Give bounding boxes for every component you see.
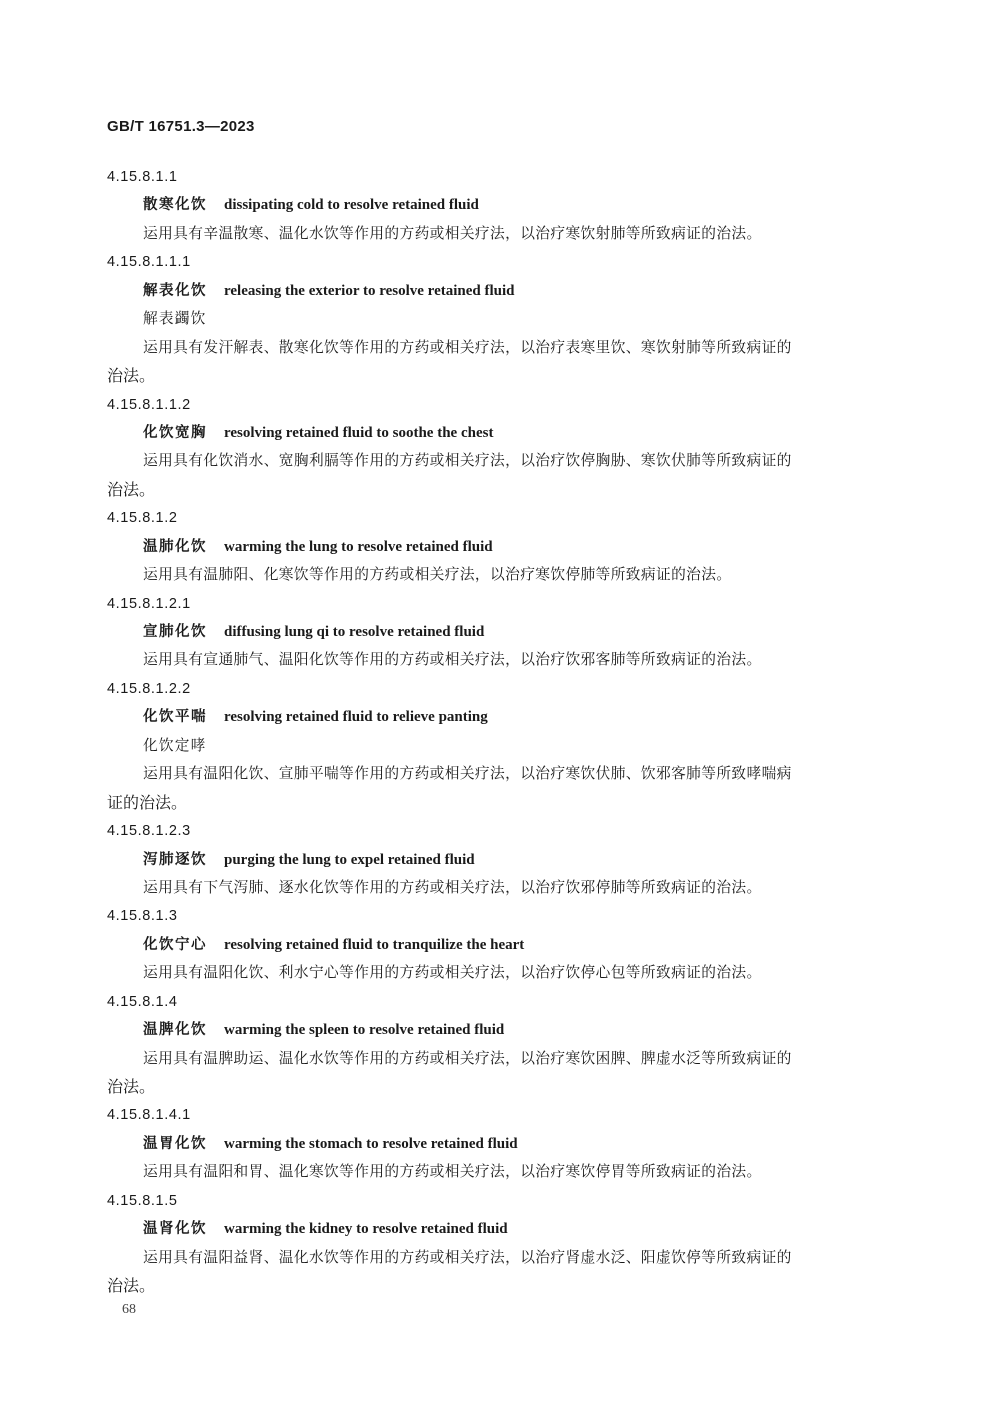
definition-continuation: 治法。 bbox=[107, 1077, 156, 1096]
clause-number: 4.15.8.1.1.1 bbox=[107, 254, 191, 271]
term-english: resolving retained fluid to soothe the chest bbox=[224, 424, 494, 441]
term-chinese: 宣肺化饮 bbox=[143, 624, 207, 640]
definition-text: 运用具有温阳化饮、宣肺平喘等作用的方药或相关疗法，以治疗寒饮伏肺、饮邪客肺等所致哮喘病 bbox=[143, 765, 792, 783]
term-chinese: 化饮宁心 bbox=[143, 936, 207, 953]
term-entry bbox=[107, 931, 897, 959]
clause-number: 4.15.8.1.5 bbox=[107, 1192, 178, 1209]
term-english: warming the spleen to resolve retained fluid bbox=[224, 1022, 505, 1039]
definition-text: 运用具有发汗解表、散寒化饮等作用的方药或相关疗法，以治疗表寒里饮、寒饮射肺等所致病证的 bbox=[143, 338, 792, 356]
term-entry bbox=[107, 846, 897, 874]
clause-number: 4.15.8.1.2 bbox=[107, 510, 178, 527]
definition-text: 运用具有温脾助运、温化水饮等作用的方药或相关疗法，以治疗寒饮困脾、脾虚水泛等所致病证的 bbox=[143, 1049, 792, 1067]
definition-text: 运用具有温肺阳、化寒饮等作用的方药或相关疗法，以治疗寒饮停肺等所致病证的治法。 bbox=[143, 566, 732, 584]
clause-number: 4.15.8.1.4 bbox=[107, 993, 178, 1010]
term-chinese: 化饮宽胸 bbox=[143, 424, 207, 441]
term-chinese: 化饮平喘 bbox=[143, 709, 207, 726]
standard-id-header: GB/T 16751.3—2023 bbox=[107, 118, 255, 135]
term-english: warming the stomach to resolve retained fluid bbox=[224, 1135, 518, 1152]
term-english: warming the kidney to resolve retained fluid bbox=[224, 1221, 508, 1238]
clause-number: 4.15.8.1.4.1 bbox=[107, 1107, 191, 1124]
term-chinese: 泻肺逐饮 bbox=[143, 851, 207, 868]
definition-text: 运用具有化饮消水、宽胸利膈等作用的方药或相关疗法，以治疗饮停胸胁、寒饮伏肺等所致病证的 bbox=[143, 452, 792, 470]
term-entry bbox=[107, 618, 897, 646]
term-chinese: 温脾化饮 bbox=[143, 1022, 207, 1039]
definition-text: 运用具有辛温散寒、温化水饮等作用的方药或相关疗法，以治疗寒饮射肺等所致病证的治法。 bbox=[143, 224, 762, 242]
clause-number: 4.15.8.1.3 bbox=[107, 908, 178, 925]
term-english: resolving retained fluid to tranquilize the heart bbox=[224, 936, 525, 953]
term-chinese: 解表化饮 bbox=[143, 282, 207, 299]
definition-text: 运用具有温阳益肾、温化水饮等作用的方药或相关疗法，以治疗肾虚水泛、阳虚饮停等所致病证的 bbox=[143, 1248, 792, 1266]
term-english: dissipating cold to resolve retained fluid bbox=[224, 197, 479, 214]
page-number: 68 bbox=[122, 1302, 136, 1317]
term-chinese: 温肾化饮 bbox=[143, 1221, 207, 1238]
definition-continuation: 治法。 bbox=[107, 366, 156, 386]
term-entry bbox=[107, 1016, 897, 1044]
terms-content bbox=[107, 163, 897, 1301]
synonym-term: 化饮定哮 bbox=[143, 736, 207, 754]
term-entry bbox=[107, 533, 897, 561]
definition-continuation: 治法。 bbox=[107, 479, 156, 499]
term-english: resolving retained fluid to relieve panting bbox=[224, 709, 488, 726]
term-entry bbox=[107, 277, 897, 305]
definition-continuation: 治法。 bbox=[107, 1276, 156, 1296]
clause-number: 4.15.8.1.2.2 bbox=[107, 680, 191, 697]
term-chinese: 散寒化饮 bbox=[143, 197, 207, 214]
clause-number: 4.15.8.1.2.1 bbox=[107, 595, 191, 612]
definition-text: 运用具有温阳化饮、利水宁心等作用的方药或相关疗法，以治疗饮停心包等所致病证的治法。 bbox=[143, 964, 762, 982]
term-entry bbox=[107, 419, 897, 447]
term-english: diffusing lung qi to resolve retained fluid bbox=[224, 624, 485, 640]
synonym-term: 解表蠲饮 bbox=[143, 310, 207, 328]
term-chinese: 温胃化饮 bbox=[143, 1135, 207, 1152]
term-entry bbox=[107, 1215, 897, 1243]
definition-text: 运用具有温阳和胃、温化寒饮等作用的方药或相关疗法，以治疗寒饮停胃等所致病证的治法。 bbox=[143, 1163, 762, 1181]
clause-number: 4.15.8.1.1.2 bbox=[107, 396, 191, 413]
clause-number: 4.15.8.1.2.3 bbox=[107, 823, 191, 840]
term-chinese: 温肺化饮 bbox=[143, 538, 207, 555]
term-english: purging the lung to expel retained fluid bbox=[224, 851, 475, 868]
definition-text: 运用具有下气泻肺、逐水化饮等作用的方药或相关疗法，以治疗饮邪停肺等所致病证的治法。 bbox=[143, 878, 762, 896]
term-english: warming the lung to resolve retained fluid bbox=[224, 538, 493, 555]
term-english: releasing the exterior to resolve retained fluid bbox=[224, 282, 515, 299]
definition-continuation: 证的治法。 bbox=[107, 792, 188, 812]
term-entry bbox=[107, 703, 897, 731]
term-entry bbox=[107, 191, 897, 219]
term-entry bbox=[107, 1130, 897, 1158]
definition-text: 运用具有宣通肺气、温阳化饮等作用的方药或相关疗法，以治疗饮邪客肺等所致病证的治法。 bbox=[143, 651, 762, 669]
clause-number: 4.15.8.1.1 bbox=[107, 169, 178, 185]
